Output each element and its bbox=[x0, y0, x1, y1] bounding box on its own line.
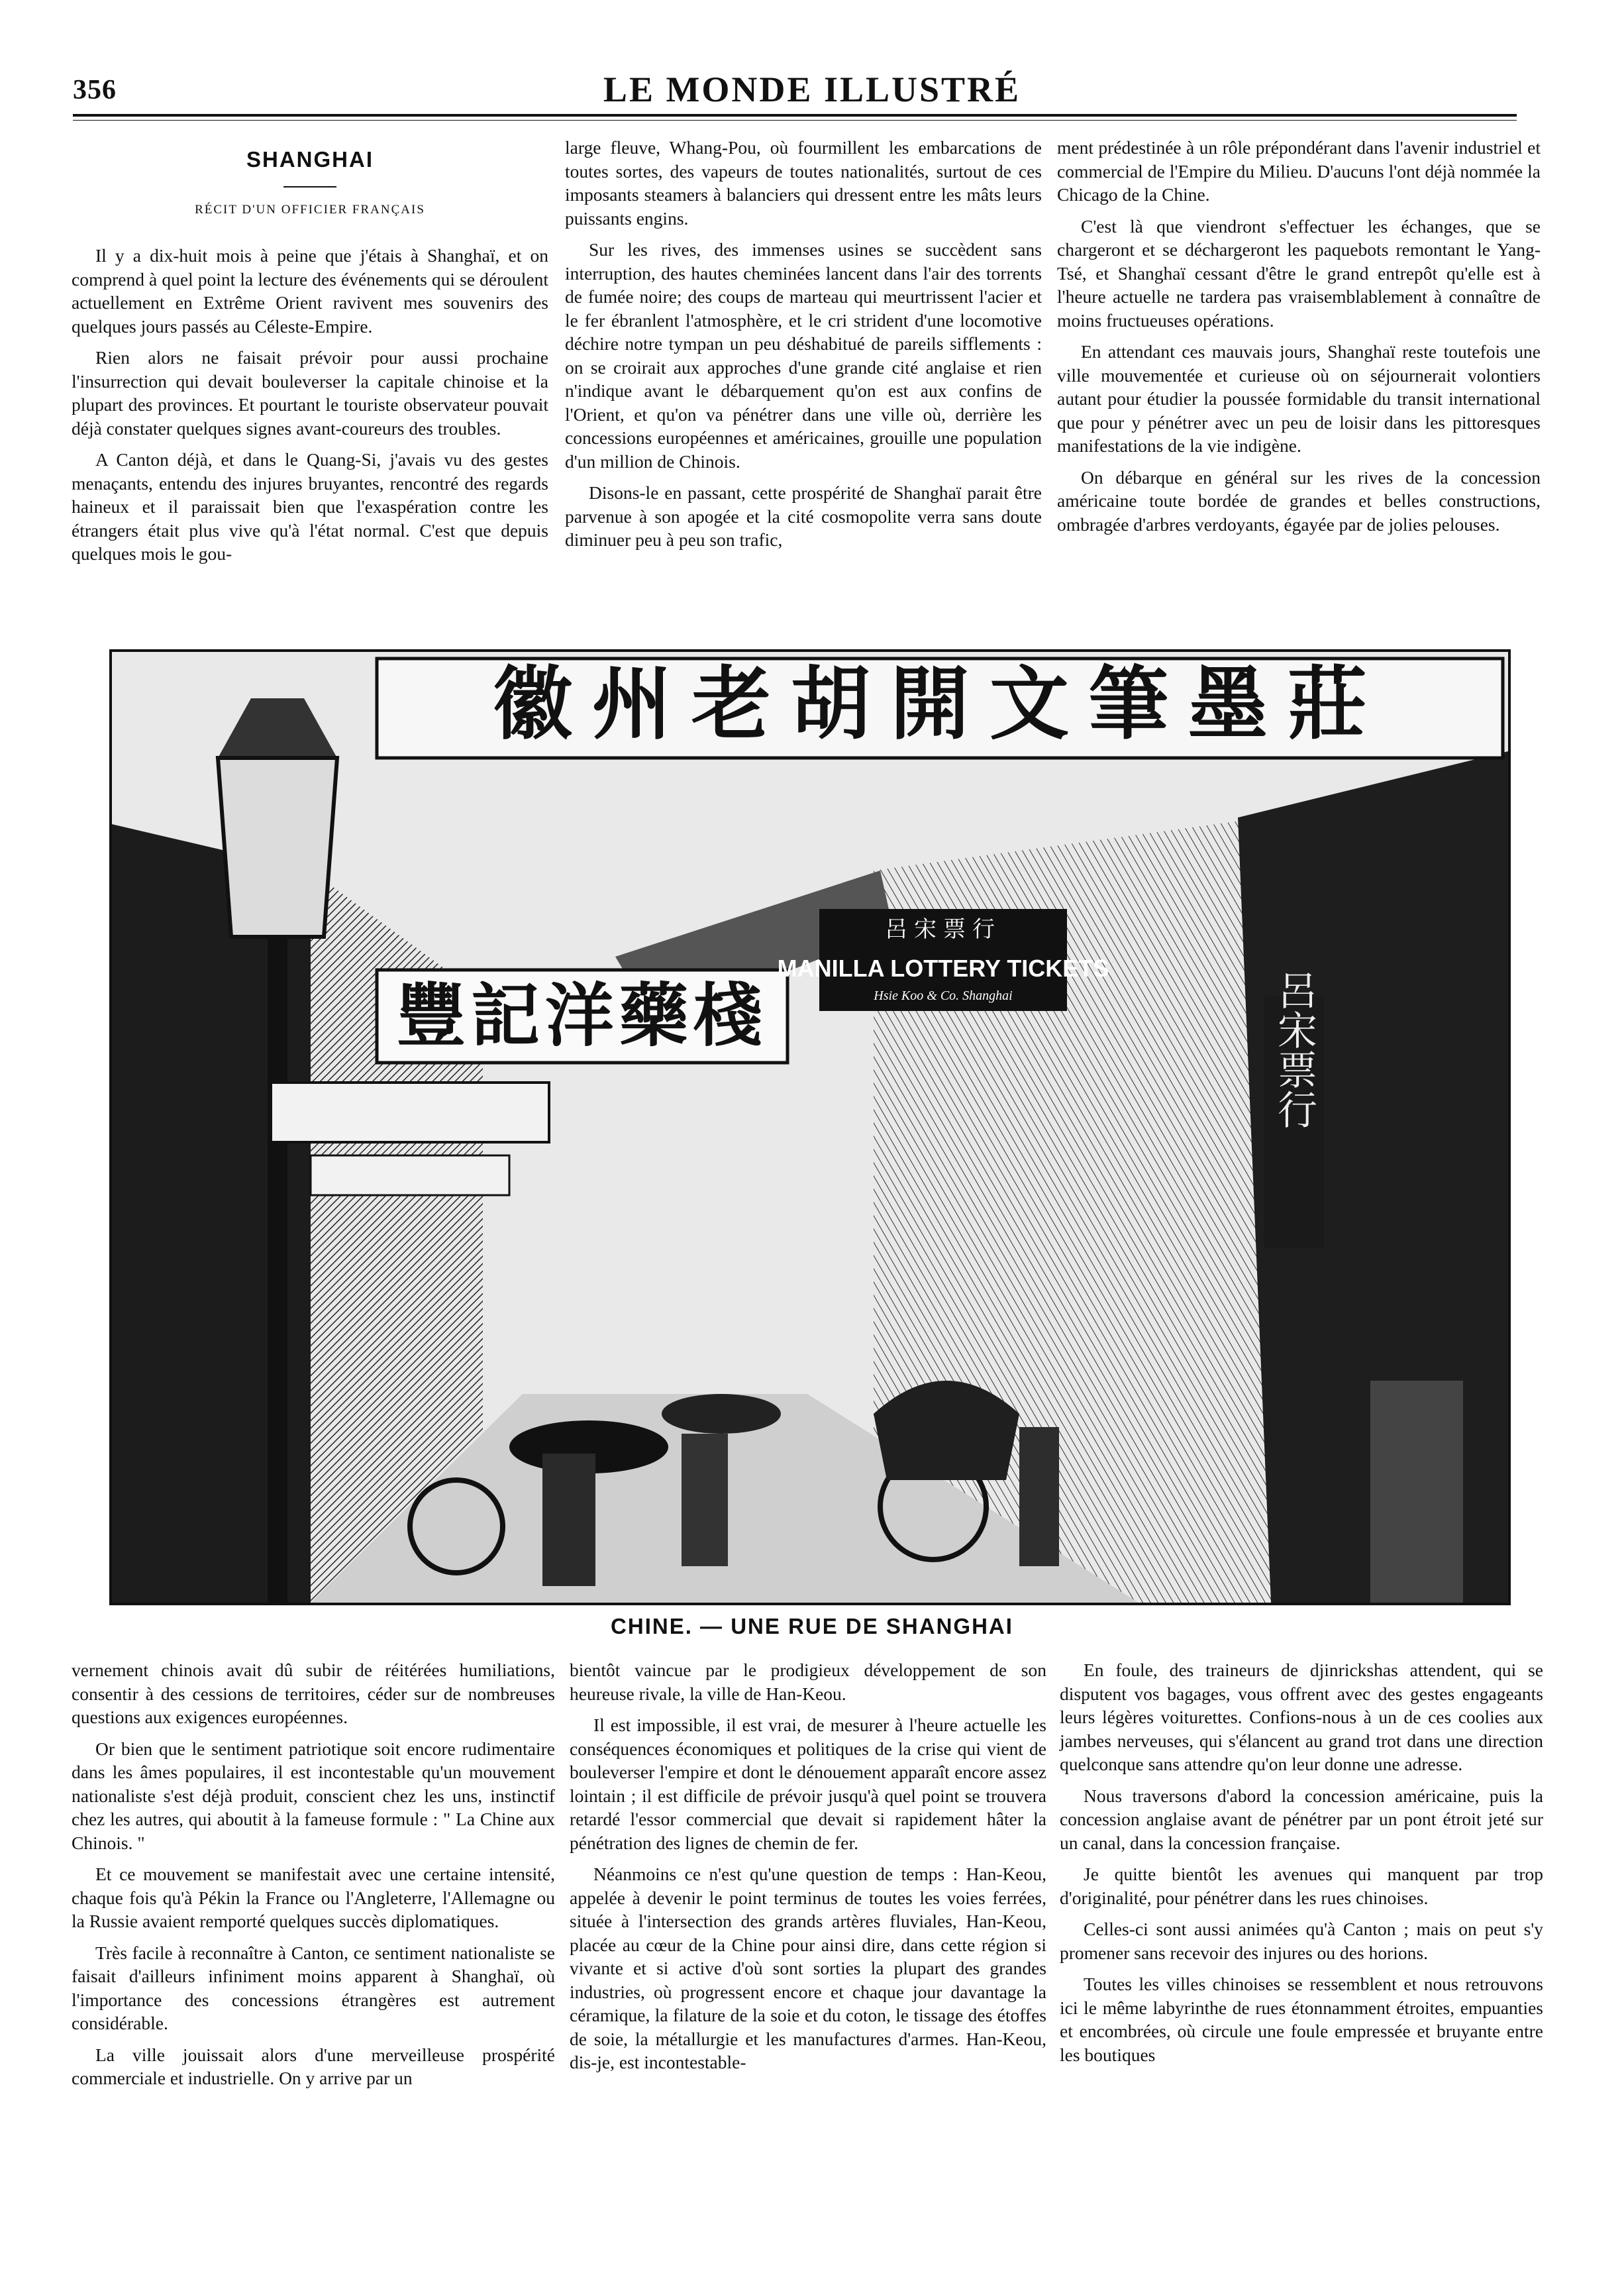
paragraph: Il y a dix-huit mois à peine que j'étais à Shanghaï, et on comprend à quel point la lecture des événements qui se déroulent actuellement en Extrême Orient ravivent mes souvenirs des quelques jours passés au Céleste-Empire. bbox=[72, 245, 548, 337]
paragraph: Je quitte bientôt les avenues qui manquent par trop d'originalité, pour pénétrer dans les rues chinoises. bbox=[1060, 1864, 1543, 1908]
street-scene bbox=[112, 652, 1508, 1603]
paragraph: Il est impossible, il est vrai, de mesurer à l'heure actuelle les conséquences économiques et politiques de la crise qui vient de bouleverser l'empire et dont le dénouement apparaît encore assez lointain ; il est difficile de prévoir jusqu'à quel point se trouvera retardé l'essor commercial que devait si rapidement hâter la pénétration des lignes de chemin de fer. bbox=[570, 1715, 1046, 1853]
top-column-1 bbox=[72, 136, 548, 574]
article-title: SHANGHAI bbox=[246, 147, 374, 172]
lottery-sign-text: MANILLA LOTTERY TICKETS bbox=[777, 955, 1109, 982]
page-number: 356 bbox=[73, 75, 117, 105]
shop-sign-text: 豐記洋藥棧 bbox=[396, 975, 768, 1056]
paragraph: Nous traversons d'abord la concession américaine, puis la concession anglaise avant de pénétrer par un pont étroit jeté sur un canal, dans la concession française. bbox=[1060, 1785, 1543, 1853]
street-lamp bbox=[218, 758, 337, 937]
pedestrian bbox=[542, 1454, 595, 1586]
rickshaw-puller bbox=[1019, 1427, 1059, 1566]
paragraph: La ville jouissait alors d'une merveilleuse prospérité commerciale et industrielle. On y arrive par un bbox=[72, 2044, 555, 2088]
title-rule bbox=[283, 186, 336, 187]
paragraph: Celles-ci sont aussi animées qu'à Canton ; mais on peut s'y promener sans recevoir des injures ou des horions. bbox=[1060, 1919, 1543, 1963]
paragraph: bientôt vaincue par le prodigieux développement de son heureuse rivale, la ville de Han-Keou. bbox=[570, 1660, 1046, 1704]
masthead: LE MONDE ILLUSTRÉ bbox=[603, 70, 1021, 109]
paragraph: vernement chinois avait dû subir de réitérées humiliations, consentir à des cessions de territoires, céder sur de nombreuses questions aux exigences européennes. bbox=[72, 1660, 555, 1727]
bottom-column-3 bbox=[1060, 1658, 1543, 2074]
paragraph: A Canton déjà, et dans le Quang-Si, j'avais vu des gestes menaçants, entendu des injures bruyantes, rencontré des regards haineux et il paraissait bien que l'exaspération contre les étrangers était plus vive qu'à l'état normal. C'est que depuis quelques mois le gou- bbox=[72, 449, 548, 564]
small-sign bbox=[311, 1155, 509, 1195]
vertical-signboard-text: 呂宋票行 bbox=[1271, 970, 1317, 1129]
paragraph: Très facile à reconnaître à Canton, ce sentiment nationaliste se faisait d'ailleurs infiniment moins apparent à Shanghaï, où l'importance des concessions étrangères est autrement considérable. bbox=[72, 1942, 555, 2033]
small-sign bbox=[271, 1083, 549, 1142]
street-engraving bbox=[109, 649, 1511, 1605]
paragraph: Or bien que le sentiment patriotique soit encore rudimentaire dans les âmes populaires, il est incontestable qu'un mouvement nationaliste s'est déjà produit, conscient chez les uns, instinctif chez les autres, qui aboutit à la fameuse formule : " La Chine aux Chinois. " bbox=[72, 1738, 555, 1853]
header-rule-thin bbox=[73, 120, 1517, 121]
paragraph: C'est là que viendront s'effectuer les échanges, que se chargeront et se déchargeront les paquebots remontant le Yang-Tsé, et Shanghaï cessant d'être le grand entrepôt qu'elle est à l'heure actuelle ne tardera pas vraisemblablement à connaître de moins fructueuses opérations. bbox=[1057, 215, 1541, 331]
paragraph: Néanmoins ce n'est qu'une question de temps : Han-Keou, appelée à devenir le point terminus de toutes les voies ferrées, située à l'intersection des grands artères fluviales, Han-Keou, placée au cœur de la Chine pour ainsi dire, dans cette région si vivante et si active d'où sont sorties la plupart des grandes industries, où progressent encore et chaque jour davantage la céramique, la filature de la soie et du coton, le tissage des étoffes de soie, la métallurgie et les manufactures d'armes. Han-Keou, dis-je, est incontestable- bbox=[570, 1864, 1046, 2072]
bottom-column-2 bbox=[570, 1658, 1046, 2082]
paragraph: Et ce mouvement se manifestait avec une certaine intensité, chaque fois qu'à Pékin la France ou l'Angleterre, l'Allemagne ou la Russie avaient remporté quelques succès diplomatiques. bbox=[72, 1864, 555, 1931]
top-column-2 bbox=[565, 136, 1042, 560]
umbrella bbox=[662, 1394, 781, 1434]
top-banner-text: 徽州老胡開文筆墨莊 bbox=[493, 657, 1387, 751]
lottery-sign-small: Hsie Koo & Co. Shanghai bbox=[874, 988, 1013, 1003]
paragraph: large fleuve, Whang-Pou, où fourmillent les embarcations de toutes sortes, des vapeurs de toutes nationalités, surtout de ces imposants steamers à balanciers qui dressent entre les mâts leurs puissants engins. bbox=[565, 137, 1042, 229]
paragraph: Disons-le en passant, cette prospérité de Shanghaï parait être parvenue à son apogée et la cité cosmopolite verra sans doute diminuer peu à peu son trafic, bbox=[565, 482, 1042, 550]
lamp-post bbox=[268, 937, 287, 1603]
paragraph: Toutes les villes chinoises se ressemblent et nous retrouvons ici le même labyrinthe de rues étonnamment étroites, empuanties et encombrées, où circule une foule empressée et bruyante entre les boutiques bbox=[1060, 1974, 1543, 2065]
paragraph: On débarque en général sur les rives de la concession américaine toute bordée de grandes et belles constructions, ombragée d'arbres verdoyants, égayée par de jolies pelouses. bbox=[1057, 466, 1541, 535]
paragraph: Sur les rives, des immenses usines se succèdent sans interruption, des hautes cheminées lancent dans l'air des torrents de fumée noire; des coups de marteau qui meurtrissent l'acier et le fer ébranlent l'atmosphère, et le cri strident d'une locomotive déchire notre tympan un peu déshabitué de pareils sifflements : on se croirait aux approches d'une grande cité anglaise et rien n'indique avant le débarquement qu'on est aux confins de l'Orient, et qu'on va pénétrer dans une ville où, derrière les concessions européennes et américaines, grouille une population d'un million de Chinois. bbox=[565, 239, 1042, 472]
bottom-column-1 bbox=[72, 1658, 555, 2098]
paragraph: En attendant ces mauvais jours, Shanghaï reste toutefois une ville mouvementée et curieuse où on séjournerait volontiers autant pour étudier la poussée formidable du transit international que pour y pénétrer avec un peu de loisir dans les pittoresques manifestations de la vie indigène. bbox=[1057, 341, 1541, 456]
top-column-3 bbox=[1057, 136, 1541, 544]
paragraph: Rien alors ne faisait prévoir pour aussi prochaine l'insurrection qui devait bouleverser la capitale chinoise et la plupart des provinces. Et pourtant le touriste observateur pouvait déjà constater quelques signes avant-coureurs des troubles. bbox=[72, 347, 548, 439]
pedestrian bbox=[682, 1434, 728, 1566]
lottery-sign-chinese: 呂宋票行 bbox=[885, 916, 1001, 943]
header-rule bbox=[73, 114, 1517, 117]
paragraph: En foule, des traineurs de djinrickshas attendent, qui se disputent vos bagages, vous offrent avec des gestes engageants leurs légères voiturettes. Confions-nous à un de ces coolies aux jambes nerveuses, qui s'élancent au grand trot dans une direction quelconque sans attendre qu'on leur donne une adresse. bbox=[1060, 1660, 1543, 1774]
figure-right bbox=[1370, 1381, 1463, 1603]
illustration-caption: CHINE. — UNE RUE DE SHANGHAI bbox=[611, 1614, 1013, 1638]
paragraph: ment prédestinée à un rôle prépondérant dans l'avenir industriel et commercial de l'Empire du Milieu. D'aucuns l'ont déjà nommée la Chicago de la Chine. bbox=[1057, 137, 1541, 205]
article-subtitle: RÉCIT D'UN OFFICIER FRANÇAIS bbox=[195, 202, 425, 217]
